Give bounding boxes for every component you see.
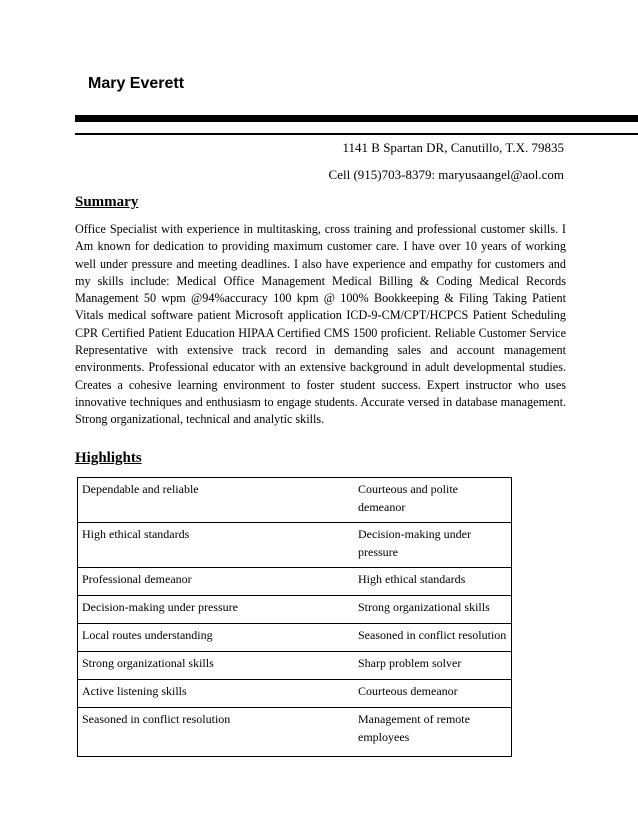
header-rule-thick	[75, 115, 638, 122]
applicant-name: Mary Everett	[88, 75, 185, 92]
header-rule-thin	[75, 133, 638, 135]
highlight-cell: High ethical standards	[354, 568, 512, 596]
highlight-cell: Seasoned in conflict resolution	[78, 708, 355, 757]
highlight-cell: Sharp problem solver	[354, 652, 512, 680]
highlight-cell: Courteous and polite demeanor	[354, 478, 512, 523]
highlights-table	[77, 477, 512, 757]
highlights-heading: Highlights	[75, 450, 142, 466]
table-row	[78, 708, 512, 757]
highlight-cell: Seasoned in conflict resolution	[354, 624, 512, 652]
table-row	[78, 624, 512, 652]
highlight-cell: Strong organizational skills	[354, 596, 512, 624]
highlight-cell: Decision-making under pressure	[354, 523, 512, 568]
table-row	[78, 680, 512, 708]
table-row	[78, 596, 512, 624]
highlight-cell: Local routes understanding	[78, 624, 355, 652]
highlight-cell: Professional demeanor	[78, 568, 355, 596]
table-row	[78, 652, 512, 680]
highlight-cell: Courteous demeanor	[354, 680, 512, 708]
highlight-cell: Strong organizational skills	[78, 652, 355, 680]
highlight-cell: Active listening skills	[78, 680, 355, 708]
summary-text: Office Specialist with experience in multitasking, cross training and professional customer skills. I Am known for dedication to providing maximum customer care. I have over 10 years of working well under pressure and meeting deadlines. I also have experience and empathy for customers and my skills include: Medical Office Management Medical Billing & Coding Medical Records Management 50 wpm @94%accuracy 100 kpm @ 100% Bookkeeping & Filing Taking Patient Vitals medical software patient Microsoft application ICD-9-CM/CPT/HCPCS Patient Scheduling CPR Certified Patient Education HIPAA Certified CMS 1500 proficient. Reliable Customer Service Representative with extensive track record in demanding sales and account management environments. Professional educator with an extensive background in adult developmental studies. Creates a cohesive learning environment to foster student success. Expert instructor who uses innovative techniques and enthusiasm to engage students. Accurate versed in database management. Strong organizational, technical and analytic skills.	[75, 222, 566, 427]
table-row	[78, 478, 512, 523]
table-row	[78, 523, 512, 568]
highlight-cell: Decision-making under pressure	[78, 596, 355, 624]
summary-heading: Summary	[75, 194, 139, 210]
address-line: 1141 B Spartan DR, Canutillo, T.X. 79835	[342, 140, 564, 155]
highlight-cell: Management of remote employees	[354, 708, 512, 757]
highlight-cell: Dependable and reliable	[78, 478, 355, 523]
table-row	[78, 568, 512, 596]
contact-line: Cell (915)703-8379: maryusaangel@aol.com	[328, 167, 564, 182]
highlight-cell: High ethical standards	[78, 523, 355, 568]
